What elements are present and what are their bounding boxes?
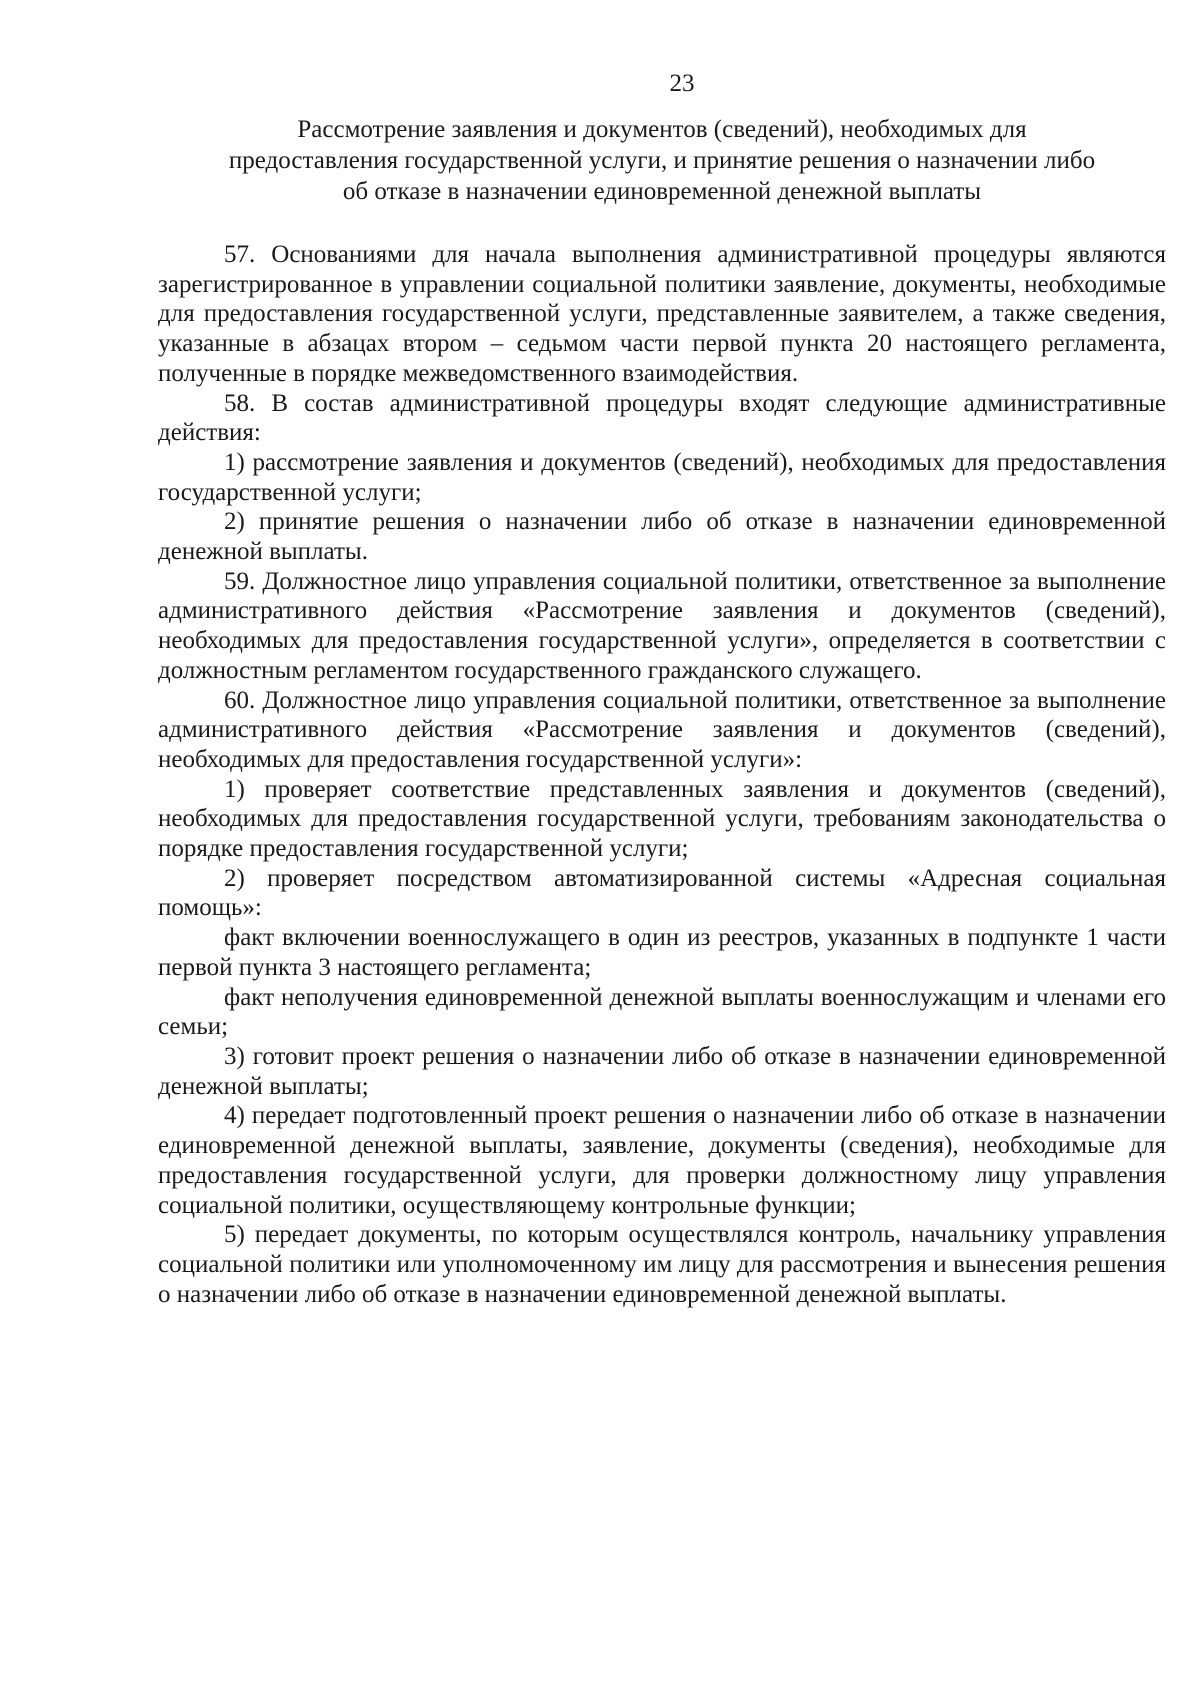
paragraph-60: 60. Должностное лицо управления социальной политики, ответственное за выполнение административного действия «Рассмотрение заявления и документов (сведений), необходимых для предоставления государственной услуги»:: [158, 686, 1166, 773]
heading-line: предоставления государственной услуги, и принятие решения о назначении либо: [228, 147, 1096, 174]
paragraph-58-item-1: 1) рассмотрение заявления и документов (сведений), необходимых для предоставления государственной услуги;: [158, 448, 1166, 506]
paragraph-59: 59. Должностное лицо управления социальной политики, ответственное за выполнение административного действия «Рассмотрение заявления и документов (сведений), необходимых для предоставления государственной услуги», определяется в соответствии с должностным регламентом государственного гражданского служащего.: [158, 567, 1166, 684]
paragraph-60-item-1: 1) проверяет соответствие представленных заявления и документов (сведений), необходимых для предоставления государственной услуги, требованиям законодательства о порядке предоставления государственной услуги;: [158, 775, 1166, 863]
paragraph-58: 58. В состав административной процедуры входят следующие административные действия:: [158, 389, 1166, 447]
paragraph-60-item-2: 2) проверяет посредством автоматизированной системы «Адресная социальная помощь»:: [158, 864, 1166, 922]
paragraph-57: 57. Основаниями для начала выполнения административной процедуры являются зарегистрированное в управлении социальной политики заявление, документы, необходимые для предоставления государственной услуги, представленные заявителем, а также сведения, указанные в абзацах втором – седьмом части первой пункта 20 настоящего регламента, полученные в порядке межведомственного взаимодействия.: [158, 241, 1166, 387]
paragraph-60-item-2-fact-1: факт включении военнослужащего в один из реестров, указанных в подпункте 1 части первой пункта 3 настоящего регламента;: [158, 924, 1166, 981]
document-page: [158, 68, 1166, 1309]
document-body: [158, 240, 1166, 1309]
paragraph-60-item-5: 5) передает документы, по которым осуществлялся контроль, начальнику управления социальной политики или уполномоченному им лицу для рассмотрения и вынесения решения о назначении либо об отказе в назначении единовременной денежной выплаты.: [158, 1221, 1166, 1308]
heading-line: Рассмотрение заявления и документов (сведений), необходимых для: [297, 116, 1027, 143]
paragraph-60-item-2-fact-2: факт неполучения единовременной денежной выплаты военнослужащим и членами его семьи;: [158, 983, 1166, 1041]
page-number: 23: [669, 70, 695, 97]
heading-line: об отказе в назначении единовременной денежной выплаты: [342, 178, 982, 205]
section-heading: [158, 114, 1166, 207]
paragraph-60-item-3: 3) готовит проект решения о назначении либо об отказе в назначении единовременной денежной выплаты;: [158, 1042, 1166, 1100]
paragraph-60-item-4: 4) передает подготовленный проект решения о назначении либо об отказе в назначении единовременной денежной выплаты, заявление, документы (сведения), необходимые для предоставления государственной услуги, для проверки должностному лицу управления социальной политики, осуществляющему контрольные функции;: [158, 1102, 1166, 1219]
paragraph-58-item-2: 2) принятие решения о назначении либо об отказе в назначении единовременной денежной выплаты.: [158, 508, 1166, 566]
